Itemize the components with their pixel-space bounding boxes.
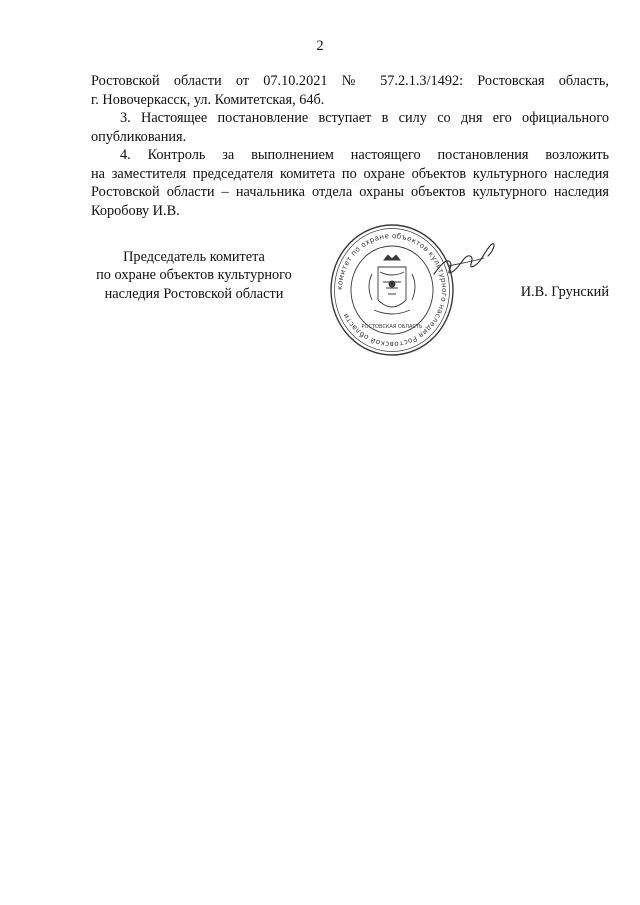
handwritten-signature — [430, 236, 500, 286]
paragraph-3-line-2: опубликования. — [91, 128, 187, 145]
paragraph-1-line-2: г. Новочеркасск, ул. Комитетская, 64б. — [91, 91, 325, 108]
paragraph-1-line-1: Ростовской области от 07.10.2021 № 57.2.1.3/1492: Ростовская область, — [91, 73, 609, 89]
signatory-title — [84, 248, 304, 303]
paragraph-4-line-3: Ростовской области – начальника отдела охраны объектов культурного наследия — [91, 184, 609, 201]
signatory-title-line-3: наследия Ростовской области — [104, 285, 284, 302]
paragraph-1 — [91, 72, 609, 109]
page-number: 2 — [316, 38, 324, 54]
paragraph-3-line-1: 3. Настоящее постановление вступает в силу со дня его официального — [120, 110, 609, 126]
signatory-name: И.В. Грунский — [520, 284, 609, 300]
paragraph-4 — [91, 146, 609, 220]
seal-outer-text: комитет по охране объектов культурного наследия Ростовской области — [334, 230, 450, 350]
seal-inner-text: РОСТОВСКАЯ ОБЛАСТЬ — [361, 324, 423, 330]
coat-of-arms-icon — [369, 255, 415, 314]
signatory-title-line-2: по охране объектов культурного — [96, 267, 292, 284]
paragraph-4-line-4: Коробову И.В. — [91, 202, 180, 219]
signatory-title-line-1: Председатель комитета — [123, 249, 265, 265]
paragraph-3 — [91, 109, 609, 146]
paragraph-4-line-1: 4. Контроль за выполнением настоящего постановления возложить — [120, 147, 609, 163]
paragraph-4-line-2: на заместителя председателя комитета по охране объектов культурного наследия — [91, 165, 609, 182]
